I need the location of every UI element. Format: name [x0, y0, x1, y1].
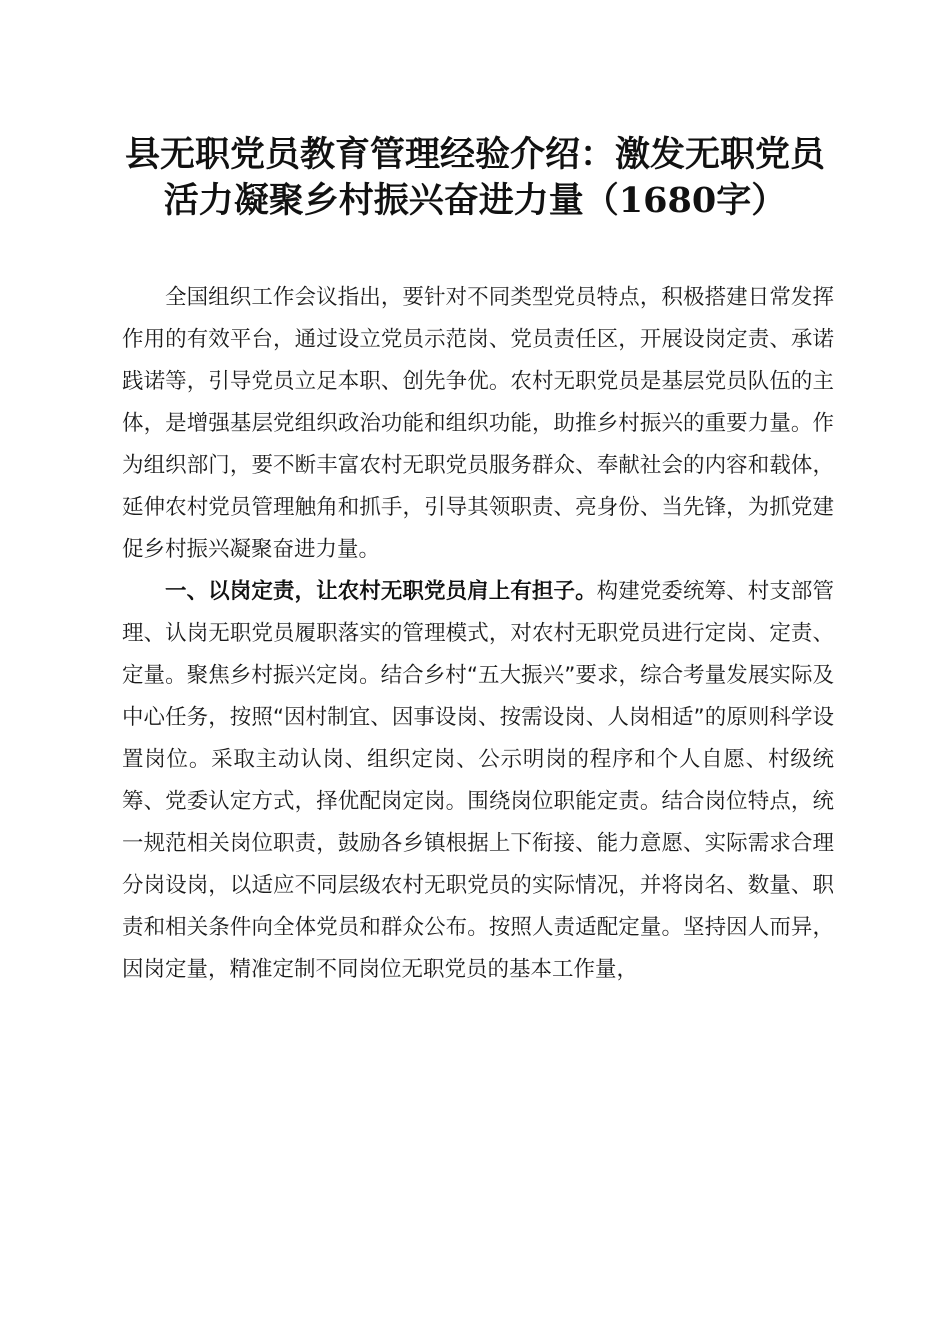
document-title: [100, 132, 850, 224]
paragraph-section-1: [122, 571, 834, 991]
paragraph-intro: [122, 277, 834, 571]
document-body: [122, 277, 834, 991]
title-line-1: 县无职党员教育管理经验介绍：激发无职党员: [124, 134, 825, 175]
paragraph-intro-text: 全国组织工作会议指出，要针对不同类型党员特点，积极搭建日常发挥作用的有效平台，通过设立党员示范岗、党员责任区，开展设岗定责、承诺践诺等，引导党员立足本职、创先争优。农村无职党员是基层党员队伍的主体，是增强基层党组织政治功能和组织功能，助推乡村振兴的重要力量。作为组织部门，要不断丰富农村无职党员服务群众、奉献社会的内容和载体，延伸农村党员管理触角和抓手，引导其领职责、亮身份、当先锋，为抓党建促乡村振兴凝聚奋进力量。: [122, 285, 834, 562]
section-1-heading: 一、以岗定责，让农村无职党员肩上有担子。: [165, 579, 597, 604]
title-line-2: 活力凝聚乡村振兴奋进力量（1680字）: [163, 180, 787, 221]
section-1-text: 构建党委统筹、村支部管理、认岗无职党员履职落实的管理模式，对农村无职党员进行定岗、定责、定量。聚焦乡村振兴定岗。结合乡村“五大振兴”要求，综合考量发展实际及中心任务，按照“因村制宜、因事设岗、按需设岗、人岗相适”的原则科学设置岗位。采取主动认岗、组织定岗、公示明岗的程序和个人自愿、村级统筹、党委认定方式，择优配岗定岗。围绕岗位职能定责。结合岗位特点，统一规范相关岗位职责，鼓励各乡镇根据上下衔接、能力意愿、实际需求合理分岗设岗，以适应不同层级农村无职党员的实际情况，并将岗名、数量、职责和相关条件向全体党员和群众公布。按照人责适配定量。坚持因人而异，因岗定量，精准定制不同岗位无职党员的基本工作量，: [122, 579, 834, 982]
